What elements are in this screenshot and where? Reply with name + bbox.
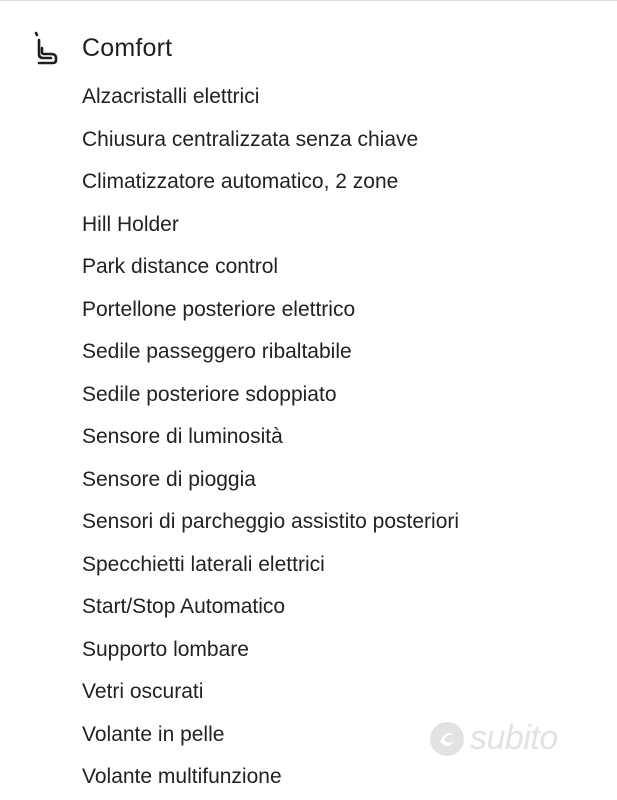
feature-item: Portellone posteriore elettrico <box>82 297 356 321</box>
subito-logo-icon <box>428 720 466 758</box>
section-header <box>32 27 172 69</box>
feature-item: Specchietti laterali elettrici <box>82 552 325 576</box>
feature-item: Volante multifunzione <box>82 765 282 788</box>
feature-item: Volante in pelle <box>82 722 225 746</box>
section-title: Comfort <box>82 33 173 62</box>
top-divider <box>0 0 617 4</box>
feature-item: Sensore di luminosità <box>82 425 283 448</box>
feature-item: Start/Stop Automatico <box>82 595 286 618</box>
feature-list <box>82 76 459 799</box>
feature-item: Hill Holder <box>82 212 179 236</box>
seat-icon <box>32 30 64 66</box>
feature-item: Sedile passeggero ribaltabile <box>82 340 352 363</box>
feature-item: Alzacristalli elettrici <box>82 85 260 108</box>
feature-item: Park distance control <box>82 255 279 278</box>
feature-item: Climatizzatore automatico, 2 zone <box>82 170 399 193</box>
feature-item: Sedile posteriore sdoppiato <box>82 382 337 406</box>
watermark-text: subito <box>470 719 558 757</box>
feature-item: Sensore di pioggia <box>82 467 256 491</box>
feature-item: Chiusura centralizzata senza chiave <box>82 127 419 151</box>
subito-watermark <box>428 719 558 758</box>
feature-item: Vetri oscurati <box>82 680 204 703</box>
feature-item: Supporto lombare <box>82 637 249 661</box>
feature-item: Sensori di parcheggio assistito posteriori <box>82 510 460 533</box>
